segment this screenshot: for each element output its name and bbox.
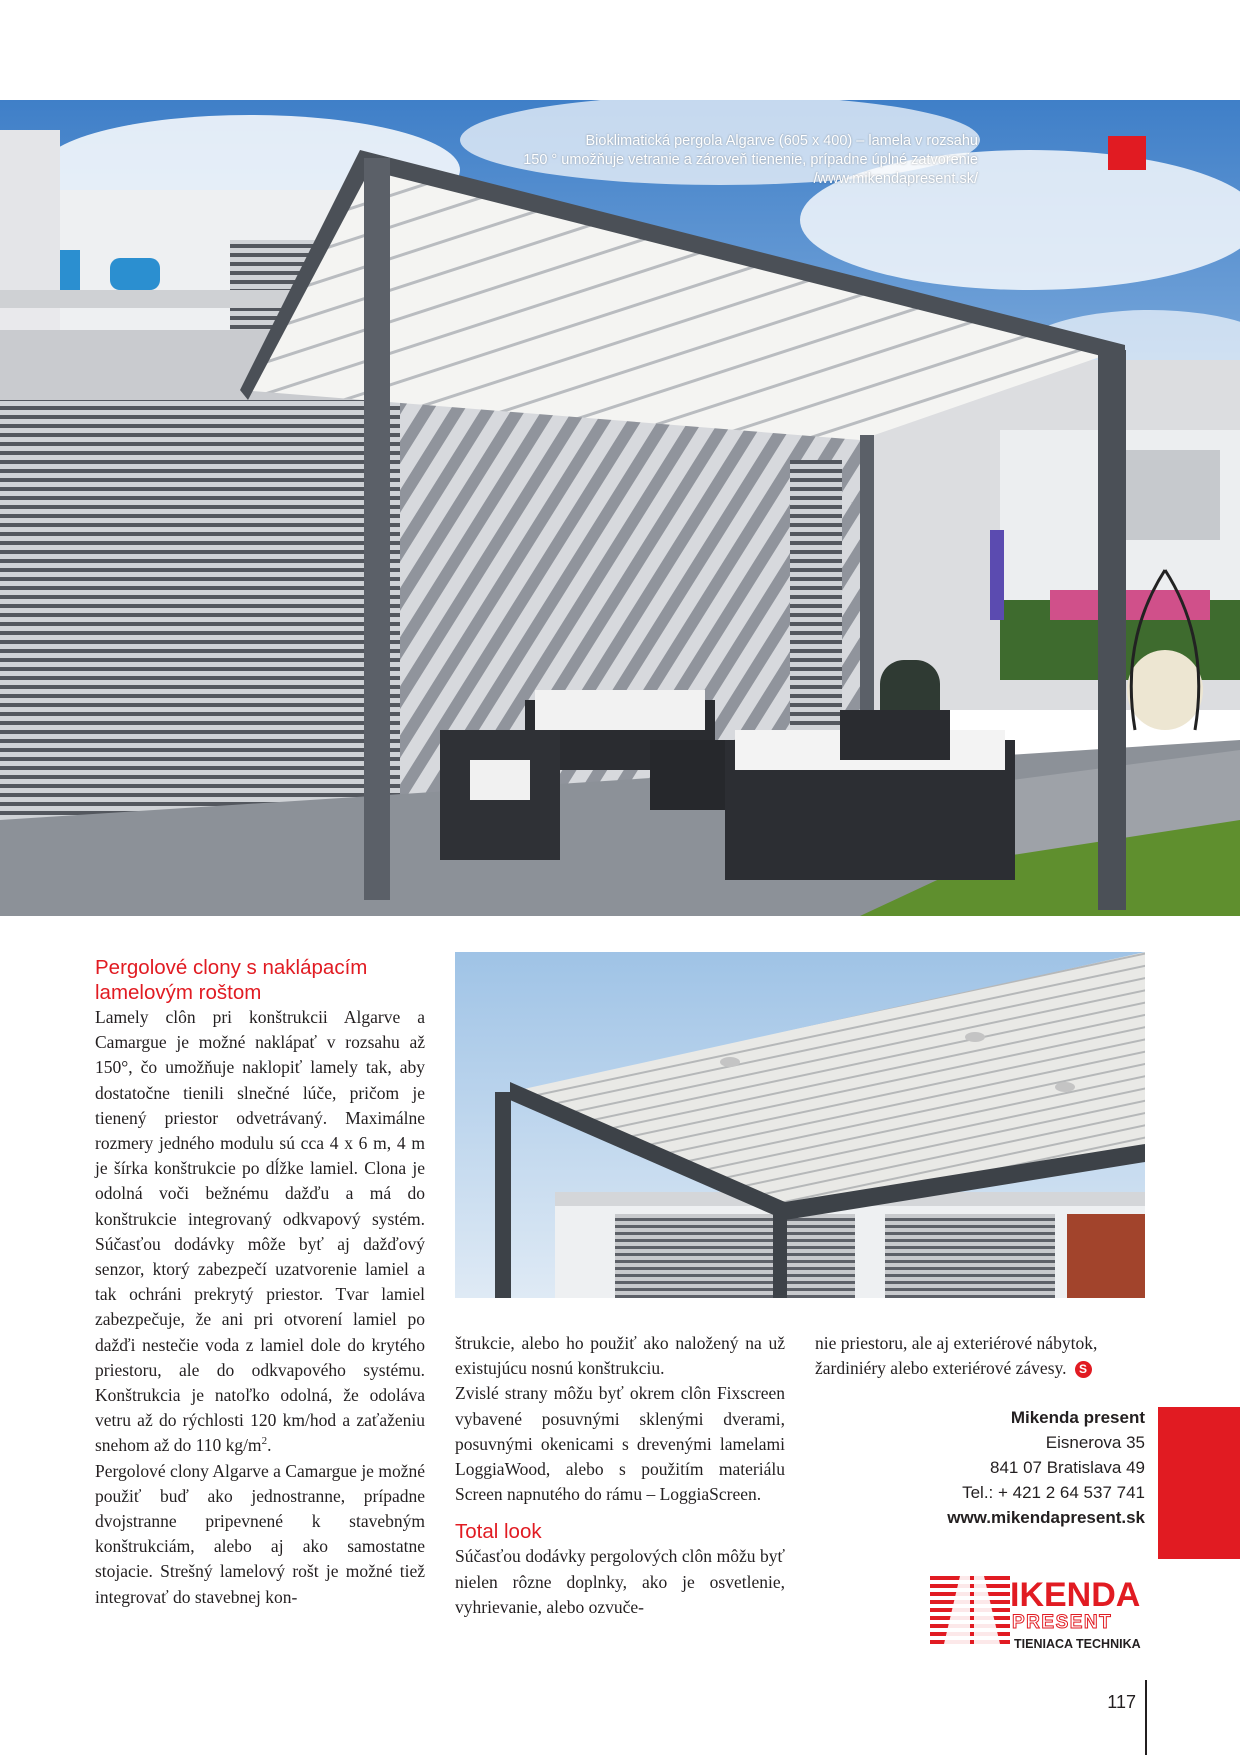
pergola-patio-illustration xyxy=(0,100,1240,916)
article-column-2 xyxy=(455,1331,785,1620)
hero-photo xyxy=(0,100,1240,916)
paragraph-accessories: Súčasťou dodávky pergolových clôn môžu byť nielen rôzne doplnky, ako je osvetlenie, vyhrievanie, alebo ozvuče- xyxy=(455,1546,785,1617)
article-column-1 xyxy=(95,955,425,1610)
logo-present-text: PRESENT xyxy=(1012,1612,1113,1633)
paragraph-lamellas-end: . xyxy=(267,1435,272,1456)
paragraph-mounting: Pergolové clony Algarve a Camargue je možné použiť buď ako jednostranne, prípadne dvojstranne pripevnené k stavebným konštrukciám, alebo aj ako samostatne stojacie. Strešný lamelový rošt je možné tiež integrovať do stavebnej kon- xyxy=(95,1460,425,1607)
paragraph-construction: štrukcie, alebo ho použiť ako naložený na už existujúcu nosnú konštrukciu. xyxy=(455,1333,785,1379)
section-heading-total-look: Total look xyxy=(455,1520,542,1544)
paragraph-vertical-sides: Zvislé strany môžu byť okrem clôn Fixscreen vybavené posuvnými sklenými dverami, posuvnými okenicami s drevenými lamelami LoggiaWood, alebo s použitím materiálu Screen napnutého do rámu – LoggiaScreen. xyxy=(455,1383,785,1505)
heading-line-2: lamelovým roštom xyxy=(95,981,262,1004)
caption-line-2: 150 ° umožňuje vetranie a zároveň tienenie, prípadne úplné zatvorenie /www.mikendapresent.sk/ xyxy=(523,152,978,187)
mikenda-logo-mark-icon xyxy=(930,1574,1145,1654)
paragraph-lamellas-text: Lamely clôn pri konštrukcii Algarve a Camargue je možné naklápať v rozsahu až 150°, čo umožňuje naklopiť lamely tak, aby dostatočne tienili slnečné lúče, pričom je tienený priestor odvetrávaný. Maximálne rozmery jedného modulu sú cca 4 x 6 m, 4 m je šírka konštrukcie po dĺžke lamiel. Clona je odolná voči bežnému dažďu a má do konštrukcie integrovaný odkvapový systém. Súčasťou dodávky môže byť aj dažďový senzor, ktorý zabezpečí uzatvorenie lamiel a tak ochráni prekrytý priestor. Tvar lamiel zabezpečuje, že ani pri otvorení lamiel po dažďi nestečie voda z lamiel dole do krytého priestoru, ale do odkvapového systému. Konštrukcia je natoľko odolná, že odoláva vetru až do rýchlosti 120 km/hod a zaťaženiu snehom až do 110 kg/m xyxy=(95,1007,425,1456)
superscript-squared: 2 xyxy=(261,1435,268,1448)
company-street: Eisnerova 35 xyxy=(1045,1433,1145,1452)
page-number-rule xyxy=(1145,1680,1147,1755)
page-number: 117 xyxy=(1107,1692,1136,1712)
paragraph-furniture-text: nie priestoru, ale aj exteriérové nábytok, žardiniéry alebo exteriérové závesy. xyxy=(815,1333,1098,1379)
contact-block xyxy=(815,1405,1145,1530)
hero-caption xyxy=(358,132,978,189)
paragraph-lamellas xyxy=(95,1005,425,1459)
article-end-mark-icon: S xyxy=(1075,1361,1092,1378)
paragraph-furniture xyxy=(815,1331,1145,1381)
company-phone: Tel.: + 421 2 64 537 741 xyxy=(962,1483,1145,1502)
heading-line-1: Pergolové clony s naklápacím xyxy=(95,956,368,979)
company-city: 841 07 Bratislava 49 xyxy=(990,1458,1145,1477)
company-name: Mikenda present xyxy=(1010,1408,1145,1427)
section-heading-louvre-screens xyxy=(95,955,425,1005)
logo-brand-text: IKENDA xyxy=(1010,1576,1141,1614)
mikenda-present-logo xyxy=(930,1574,1145,1654)
pergola-roof-illustration xyxy=(455,952,1145,1298)
logo-tagline-text: TIENIACA TECHNIKA xyxy=(1014,1637,1141,1651)
article-column-3 xyxy=(815,1331,1145,1381)
caption-line-1: Bioklimatická pergola Algarve (605 x 400) – lamela v rozsahu xyxy=(585,133,978,149)
pergola-detail-photo xyxy=(455,952,1145,1298)
company-website-link[interactable]: www.mikendapresent.sk xyxy=(947,1508,1145,1527)
page-edge-red-tab xyxy=(1158,1407,1240,1559)
caption-marker-square xyxy=(1108,136,1146,170)
